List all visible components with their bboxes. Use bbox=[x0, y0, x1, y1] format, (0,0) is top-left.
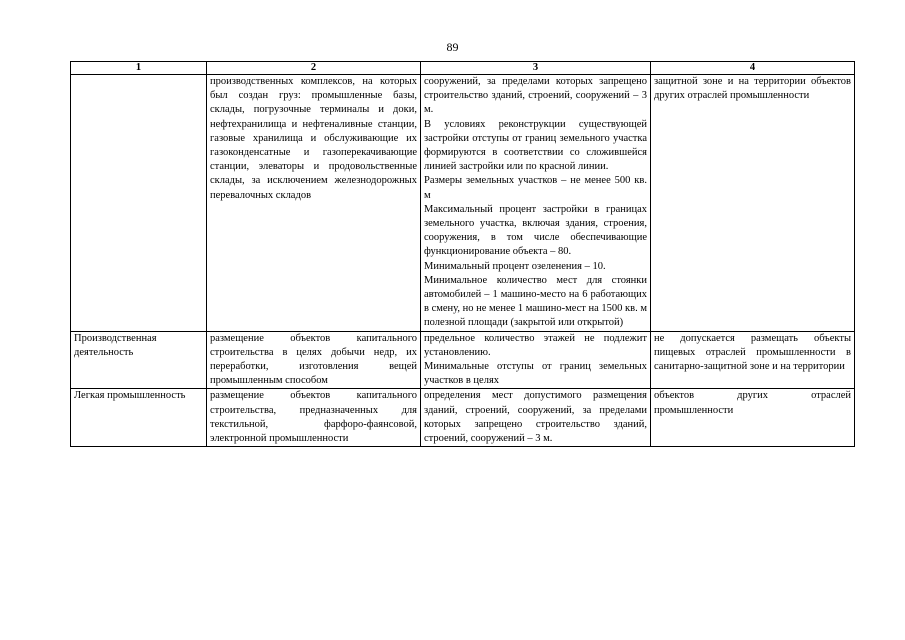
parameter-paragraph: В условиях реконструкции существующей застройки отступы от границ земельного участка формируются в соответствии со сложившейся линией застройки или по красной линии. bbox=[424, 118, 647, 173]
parameter-limits bbox=[421, 331, 651, 389]
column-header-1: 1 bbox=[71, 62, 207, 75]
permitted-use-name bbox=[71, 75, 207, 332]
use-restrictions: объектов других отраслей промышленности bbox=[651, 389, 855, 447]
table-header-row bbox=[71, 62, 855, 75]
table-row bbox=[71, 389, 855, 447]
parameter-paragraph: Минимальные отступы от границ земельных участков в целях bbox=[424, 361, 647, 387]
permitted-use-name: Легкая промышленность bbox=[71, 389, 207, 447]
parameter-paragraph: Размеры земельных участков – не менее 500 кв. м bbox=[424, 175, 647, 201]
use-description: размещение объектов капитального строительства, предназначенных для текстильной, фарфоро-фаянсовой, электронной промышленности bbox=[207, 389, 421, 447]
table-row bbox=[71, 75, 855, 332]
use-restrictions: защитной зоне и на территории объектов других отраслей промышленности bbox=[651, 75, 855, 332]
permitted-use-name: Производственная деятельность bbox=[71, 331, 207, 389]
table-row bbox=[71, 331, 855, 389]
parameter-limits bbox=[421, 389, 651, 447]
parameter-paragraph: предельное количество этажей не подлежит установлению. bbox=[424, 332, 647, 358]
use-description: размещение объектов капитального строительства в целях добычи недр, их переработки, изготовления вещей промышленным способом bbox=[207, 331, 421, 389]
parameter-limits bbox=[421, 75, 651, 332]
parameter-paragraph: Минимальное количество мест для стоянки автомобилей – 1 машино-место на 6 работающих в смену, но не менее 1 машино-мест на 1500 кв. м полезной площади (закрытой или открытой) bbox=[424, 274, 647, 329]
use-restrictions: не допускается размещать объекты пищевых отраслей промышленности в санитарно-защитной зоне и на территории bbox=[651, 331, 855, 389]
land-use-regulations-table bbox=[70, 61, 855, 447]
parameter-paragraph: Максимальный процент застройки в границах земельного участка, включая здания, строения, сооружения, в том числе обеспечивающие функционирование объекта – 80. bbox=[424, 203, 647, 258]
parameter-paragraph: определения мест допустимого размещения зданий, строений, сооружений, за пределами которых запрещено строительство зданий, строений, сооружений – 3 м. bbox=[424, 390, 647, 445]
parameter-paragraph: сооружений, за пределами которых запрещено строительство зданий, строений, сооружений – 3 м. bbox=[424, 76, 647, 116]
parameter-paragraph: Минимальный процент озеленения – 10. bbox=[424, 260, 606, 272]
page-number: 89 bbox=[446, 40, 459, 54]
column-header-4: 4 bbox=[651, 62, 855, 75]
column-header-3: 3 bbox=[421, 62, 651, 75]
use-description: производственных комплексов, на которых был создан груз: промышленные базы, склады, погрузочные терминалы и доки, нефтехранилища и нефтеналивные станции, газовые хранилища и обслуживающие их газоконденсатные и газоперекачивающие станции, элеваторы и продовольственные склады, за исключением железнодорожных перевалочных складов bbox=[207, 75, 421, 332]
column-header-2: 2 bbox=[207, 62, 421, 75]
